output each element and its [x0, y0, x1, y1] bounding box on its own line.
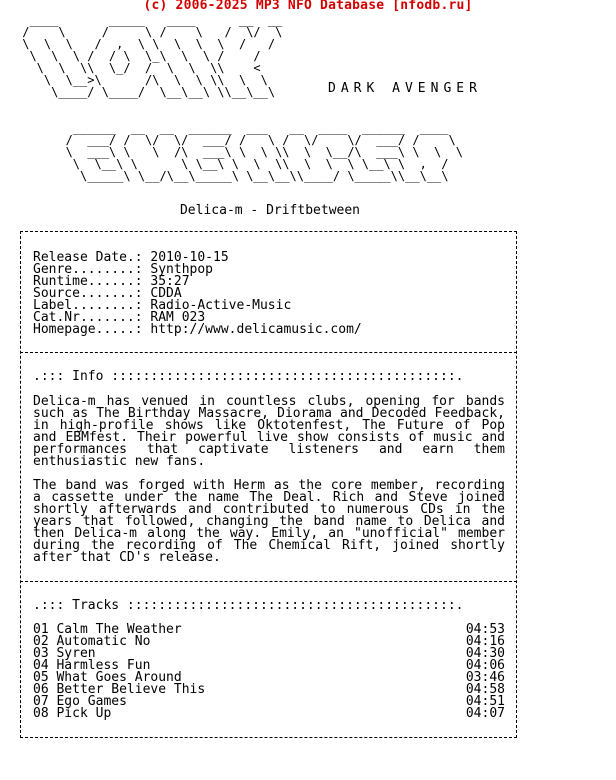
track-row — [33, 636, 505, 648]
release-title: Delica-m - Driftbetween — [179, 203, 360, 218]
track-time: 04:58 — [465, 682, 505, 697]
track-name: 04 Harmless Fun — [33, 658, 151, 673]
track-time: 04:30 — [465, 646, 505, 661]
ascii-logo: ____ _____ ____ __ __ / \ / \ / \ / \/ \ \ \ \ / , \ \ \ \ \ / / \ \ \ / / \ \_\ \ \ / / \ \ \\ \_/ / \ \ \\ < \ \__>\ /\ \ \ \\ \ \ \____/ \____/ \__\__\ \\__\__\ ______ __ __ ______ ___ __ ____ ______ ____ / ___/ / \/ \/ ___/ / \ / \/ \/ ___/ / \ \ ___\ \ \ /\ ___\ \ \ \\ \ \__/\ ___\ \ \ \ \ \__\ \ \ \__\ \ \ \\ \ \ \ \__\ \ , / \_____\ \__/\__\_____\ \__\__\\____/ \_____\\__\__\ — [22, 13, 463, 183]
release-details: Release Date.: 2010-10-15 Genre........: Synthpop Runtime......: 35:27 Source.......: CDDA Label........: Radio-Active-Music Cat.Nr.......: RAM 023 Homepage.....: http://www.delicamusic.com/ — [33, 250, 362, 337]
divider — [20, 352, 517, 353]
track-time: 04:51 — [465, 694, 505, 709]
track-name: 03 Syren — [33, 646, 96, 661]
track-time: 04:07 — [465, 706, 505, 721]
info-paragraph: Delica-m has venued in countless clubs, opening for bands such as The Birthday Massacre, Diorama and Decoded Feedback, in high-profile shows like Oktotenfest, The Future of Pop and EBMfest. Their powerful live show consists of music and performances that captivate listeners and earn them enthusiastic new fans. — [33, 394, 505, 469]
track-row — [33, 708, 505, 720]
site-header[interactable]: (c) 2006-2025 MP3 NFO Database [nfodb.ru] — [143, 0, 473, 13]
track-name: 07 Ego Games — [33, 694, 127, 709]
track-name: 05 What Goes Around — [33, 670, 182, 685]
info-paragraph: The band was forged with Herm as the core member, recording a cassette under the name The Deal. Rich and Steve joined shortly afterwards and contributed to numerous CDs in the years that followed, changing the band name to Delica and then Delica-m along the way. Emily, an "unofficial" member during the recording of The Chemical Rift, joined shortly after that CD's release. — [33, 478, 505, 565]
info-heading: .::: Info ::::::::::::::::::::::::::::::::::::::::::::. — [33, 369, 464, 384]
group-tagline: DARK AVENGER — [328, 81, 482, 96]
track-name: 06 Better Believe This — [33, 682, 206, 697]
track-time: 03:46 — [465, 670, 505, 685]
track-name: 01 Calm The Weather — [33, 622, 182, 637]
track-name: 08 Pick Up — [33, 706, 112, 721]
track-time: 04:16 — [465, 634, 505, 649]
tracks-heading: .::: Tracks ::::::::::::::::::::::::::::::::::::::::::. — [33, 598, 464, 613]
track-time: 04:53 — [465, 622, 505, 637]
divider — [20, 581, 517, 582]
track-name: 02 Automatic No — [33, 634, 151, 649]
track-time: 04:06 — [465, 658, 505, 673]
